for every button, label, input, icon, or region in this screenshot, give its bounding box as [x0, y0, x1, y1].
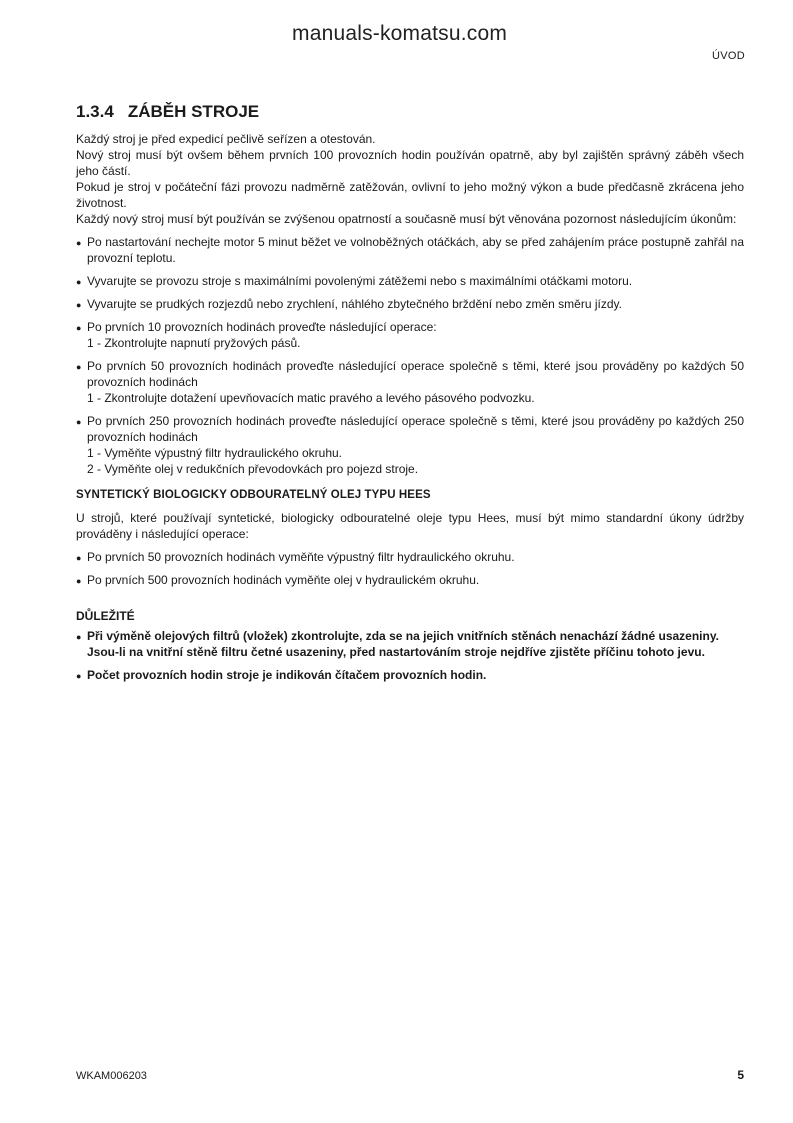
list-item-text: Po prvních 500 provozních hodinách vyměňte olej v hydraulickém okruhu.	[87, 573, 480, 587]
list-item	[76, 628, 744, 660]
intro-paragraph: Každý nový stroj musí být používán se zvýšenou opatrností a současně musí být věnována pozornost následujícím úkonům:	[76, 212, 737, 226]
list-item-text: Po prvních 250 provozních hodinách proveďte následující operace společně s těmi, které jsou prováděny po každých 250 provozních hodinách	[87, 414, 744, 444]
hees-list	[76, 549, 744, 588]
bullet-icon: ●	[76, 632, 82, 642]
list-item-text: Vyvarujte se prudkých rozjezdů nebo zrychlení, náhlého zbytečného brždění nebo změn směru jízdy.	[87, 297, 622, 311]
important-list	[76, 628, 744, 683]
list-item-substep: 1 - Vyměňte výpustný filtr hydraulického okruhu.	[87, 446, 343, 460]
header-section-label: ÚVOD	[712, 50, 745, 62]
title-text: ZÁBĚH STROJE	[127, 102, 260, 121]
list-item	[76, 667, 744, 683]
list-item	[76, 549, 744, 565]
section-heading-hees: SYNTETICKÝ BIOLOGICKY ODBOURATELNÝ OLEJ TYPU HEES	[76, 489, 431, 501]
bullet-icon: ●	[76, 362, 82, 372]
list-item-text: Po prvních 50 provozních hodinách proveďte následující operace společně s těmi, které jsou prováděny po každých 50 provozních hodinách	[87, 359, 744, 389]
list-item-text: Počet provozních hodin stroje je indikován čítačem provozních hodin.	[87, 668, 487, 682]
page-number: 5	[737, 1068, 744, 1082]
bullet-icon: ●	[76, 417, 82, 427]
watermark-text: manuals-komatsu.com	[292, 22, 508, 45]
bullet-icon: ●	[76, 553, 82, 563]
list-item	[76, 319, 744, 351]
list-item	[76, 234, 744, 266]
list-item-text: Vyvarujte se provozu stroje s maximálními povolenými zátěžemi nebo s maximálními otáčkami motoru.	[87, 274, 633, 288]
list-item-text: Po prvních 50 provozních hodinách vyměňte výpustný filtr hydraulického okruhu.	[87, 550, 515, 564]
break-in-list	[76, 234, 744, 477]
section-paragraph: U strojů, které používají syntetické, biologicky odbouratelné oleje typu Hees, musí být mimo standardní úkony údržby prováděny i následující operace:	[76, 511, 744, 541]
important-label: DŮLEŽITÉ	[76, 609, 135, 623]
list-item-substep: 2 - Vyměňte olej v redukčních převodovkách pro pojezd stroje.	[87, 462, 419, 476]
list-item-text: Po nastartování nechejte motor 5 minut běžet ve volnoběžných otáčkách, aby se před zahájením práce postupně zahřál na provozní teplotu.	[87, 235, 744, 265]
intro-paragraph: Pokud je stroj v počáteční fázi provozu nadměrně zatěžován, ovlivní to jeho možný výkon a bude předčasně zkrácena jeho životnost.	[76, 180, 744, 210]
list-item	[76, 358, 744, 406]
title-number: 1.3.4	[76, 102, 114, 121]
list-item-text: Po prvních 10 provozních hodinách proveďte následující operace:	[87, 320, 437, 334]
bullet-icon: ●	[76, 576, 82, 586]
list-item-substep: 1 - Zkontrolujte dotažení upevňovacích matic pravého a levého pásového podvozku.	[87, 391, 535, 405]
bullet-icon: ●	[76, 671, 82, 681]
list-item	[76, 296, 744, 312]
list-item	[76, 572, 744, 588]
list-item-text: Při výměně olejových filtrů (vložek) zkontrolujte, zda se na jejich vnitřních stěnách nenachází žádné usazeniny.	[87, 629, 719, 643]
page-title	[76, 102, 259, 122]
list-item-substep: 1 - Zkontrolujte napnutí pryžových pásů.	[87, 336, 301, 350]
intro-paragraph: Nový stroj musí být ovšem během prvních 100 provozních hodin používán opatrně, aby byl zajištěn správný záběh všech jeho částí.	[76, 148, 744, 178]
list-item	[76, 273, 744, 289]
bullet-icon: ●	[76, 323, 82, 333]
list-item	[76, 413, 744, 477]
bullet-icon: ●	[76, 300, 82, 310]
bullet-icon: ●	[76, 277, 82, 287]
bullet-icon: ●	[76, 238, 82, 248]
list-item-text: Jsou-li na vnitřní stěně filtru četné usazeniny, před nastartováním stroje nejdříve zjistěte příčinu tohoto jevu.	[87, 645, 705, 659]
document-code: WKAM006203	[76, 1070, 147, 1082]
intro-paragraph: Každý stroj je před expedicí pečlivě seřízen a otestován.	[76, 132, 376, 146]
document-body	[76, 131, 744, 683]
